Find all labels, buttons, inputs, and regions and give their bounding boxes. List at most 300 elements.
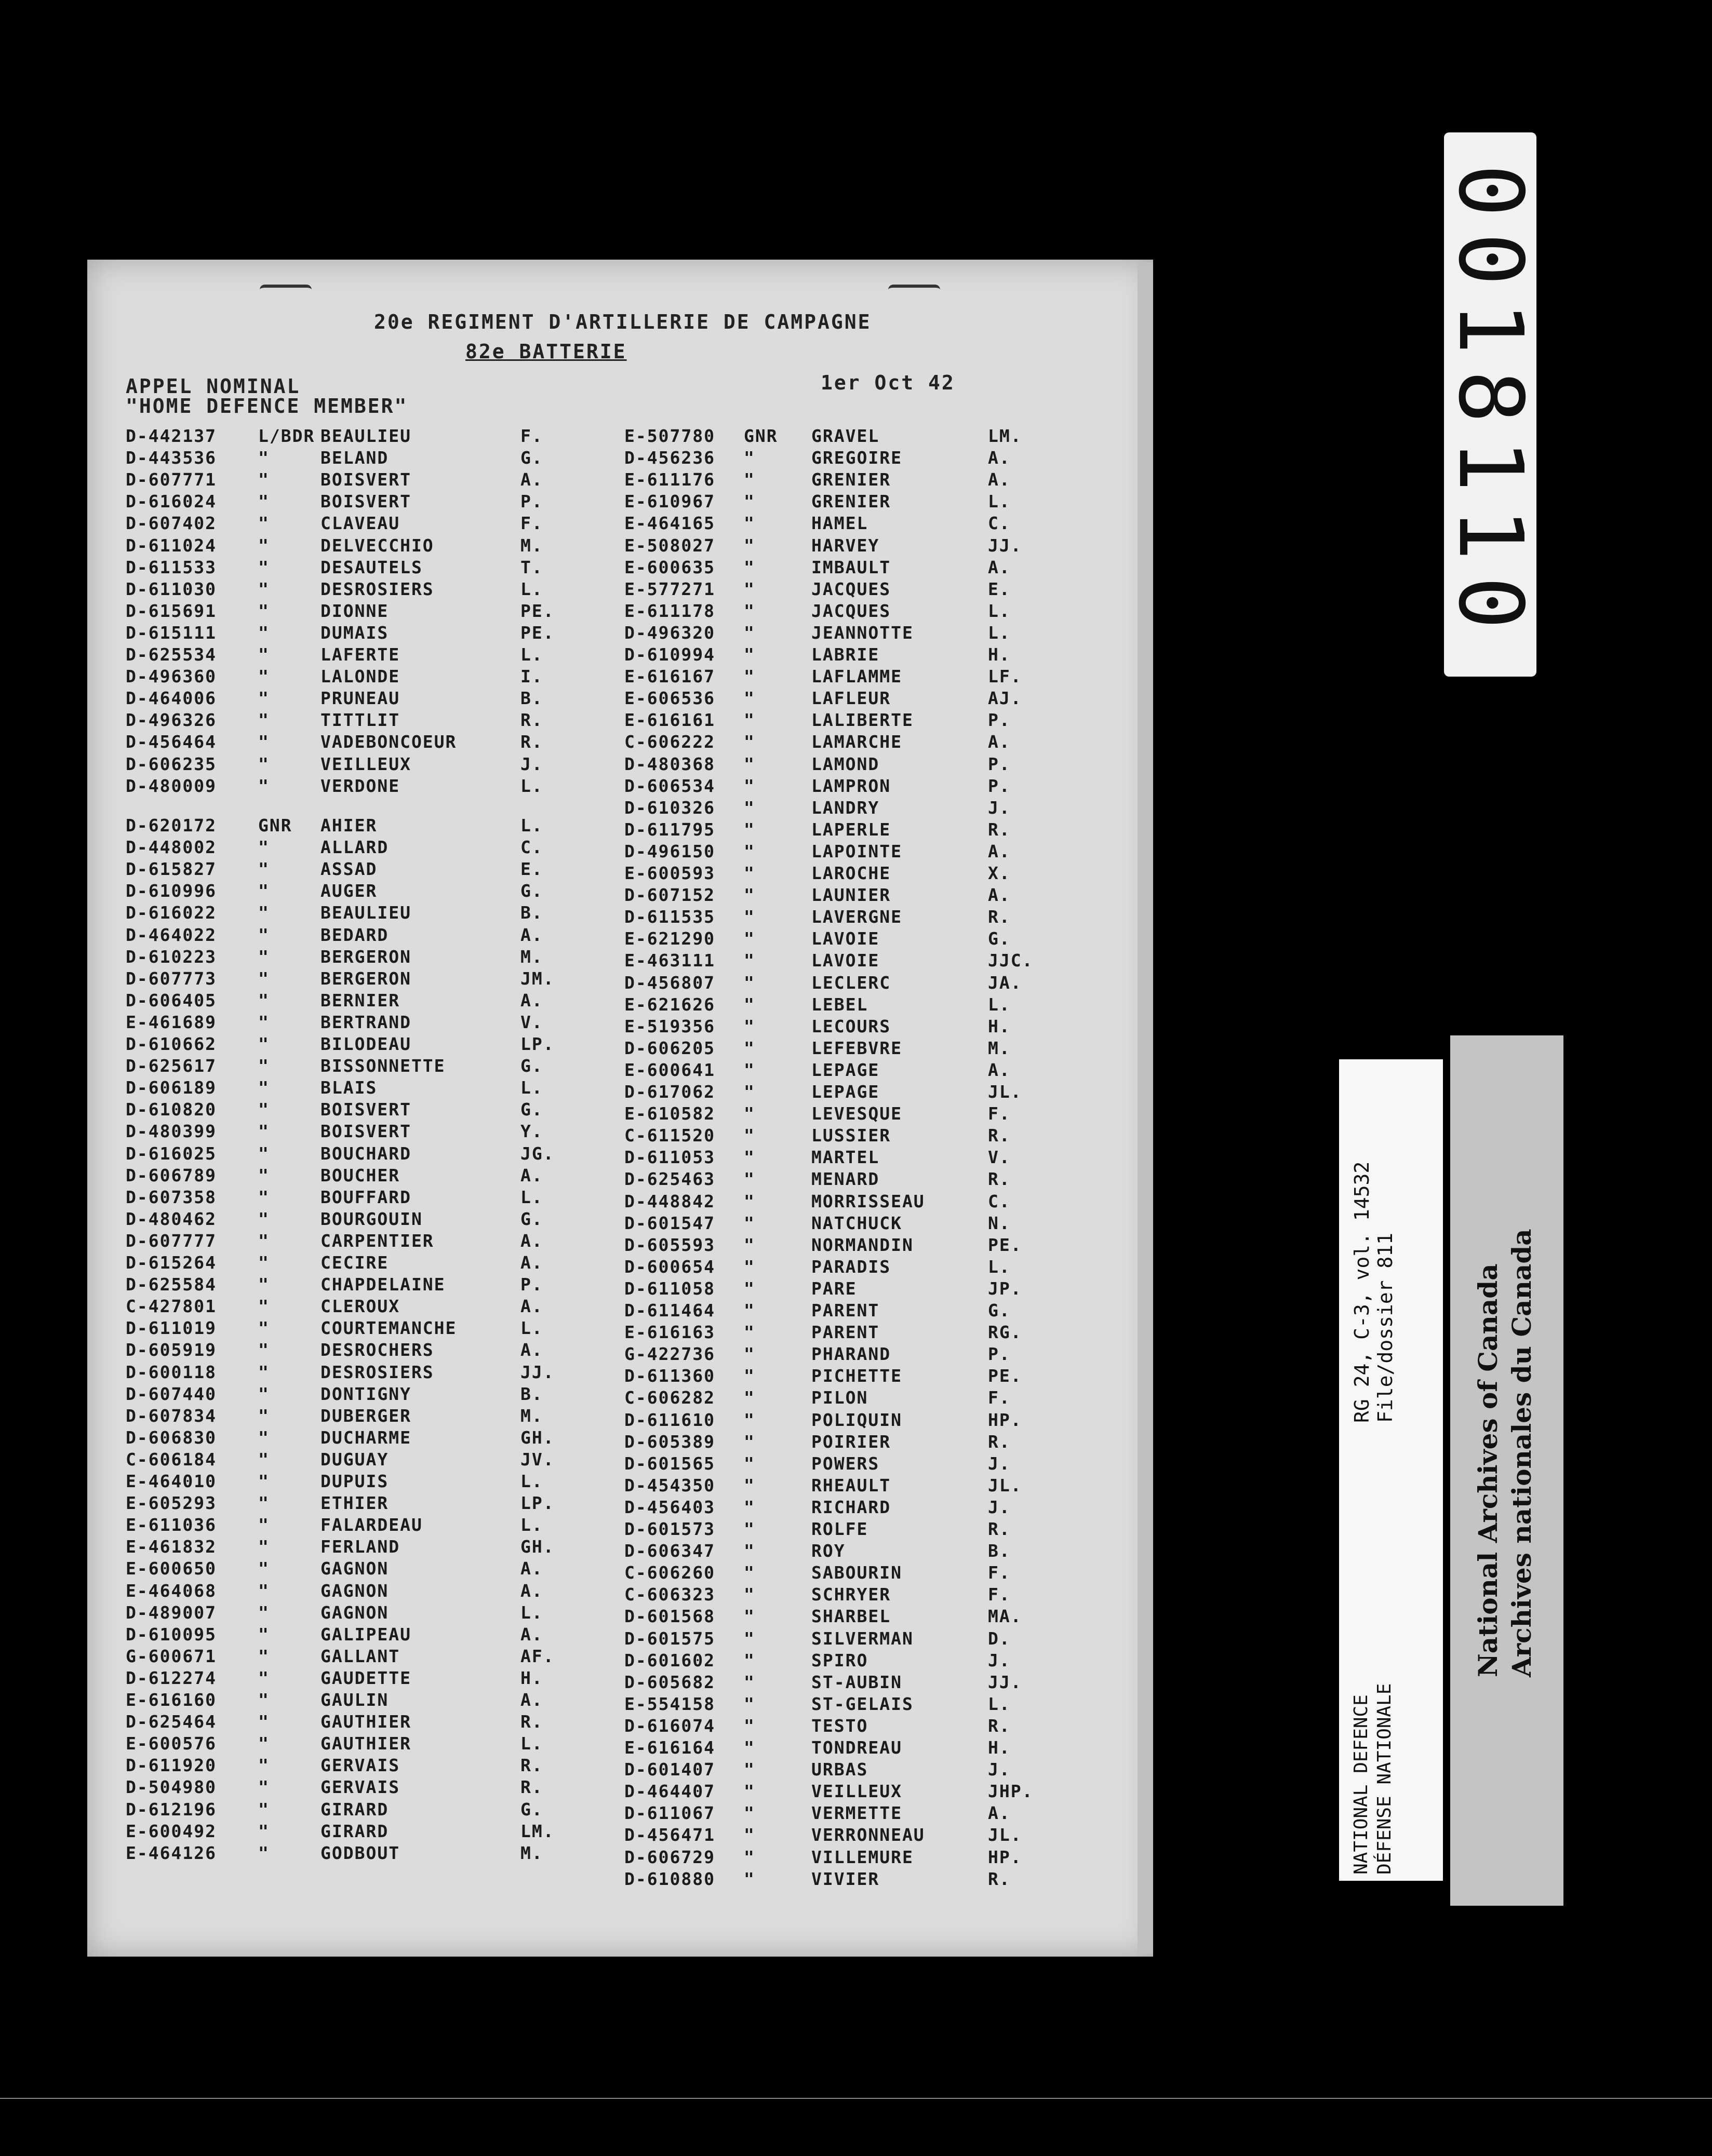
service-number: D-456471 — [624, 1825, 715, 1845]
surname: BOUCHER — [320, 1165, 400, 1185]
surname: BOISVERT — [320, 1099, 411, 1120]
surname: BERGERON — [320, 946, 411, 967]
initials: E. — [520, 859, 543, 880]
surname: GRENIER — [811, 469, 891, 490]
surname: BEAULIEU — [320, 902, 411, 923]
rank: " — [744, 885, 755, 906]
rank: " — [258, 710, 270, 731]
rank: " — [258, 622, 270, 643]
initials: P. — [988, 775, 1011, 796]
service-number: D-448002 — [126, 837, 217, 858]
service-number: D-606789 — [126, 1165, 217, 1185]
service-number: D-611053 — [624, 1147, 715, 1168]
surname: DUBERGER — [320, 1405, 411, 1426]
initials: F. — [988, 1584, 1011, 1605]
initials: PE. — [520, 600, 555, 621]
surname: AHIER — [320, 815, 378, 836]
service-number: D-611024 — [126, 535, 217, 556]
initials: A. — [520, 924, 543, 945]
rank: " — [744, 1868, 755, 1889]
service-number: D-607152 — [624, 885, 715, 906]
surname: NORMANDIN — [811, 1234, 914, 1255]
service-number: D-612274 — [126, 1667, 217, 1688]
initials: R. — [988, 819, 1011, 840]
surname: DESAUTELS — [320, 557, 423, 577]
rank: " — [744, 1562, 755, 1583]
initials: C. — [988, 1191, 1011, 1211]
service-number: G-600671 — [126, 1646, 217, 1666]
initials: F. — [988, 1103, 1011, 1124]
surname: MORRISSEAU — [811, 1191, 925, 1211]
surname: PHARAND — [811, 1344, 891, 1365]
initials: R. — [988, 1868, 1011, 1889]
rank: " — [744, 1366, 755, 1386]
rank: " — [258, 1340, 270, 1360]
surname: PARENT — [811, 1300, 880, 1320]
rank: " — [744, 1650, 755, 1670]
rank: " — [744, 907, 755, 927]
initials: R. — [520, 1755, 543, 1776]
service-number: D-480462 — [126, 1208, 217, 1229]
rank: " — [744, 1628, 755, 1649]
initials: A. — [988, 469, 1011, 490]
surname: FALARDEAU — [320, 1515, 423, 1535]
service-number: D-611535 — [624, 907, 715, 927]
surname: VADEBONCOEUR — [320, 732, 457, 752]
service-number: D-611795 — [624, 819, 715, 840]
initials: L. — [988, 994, 1011, 1015]
initials: J. — [988, 1650, 1011, 1670]
surname: LAUNIER — [811, 885, 891, 906]
reference-line-1: RG 24, C-3, vol. 14532 — [1350, 1161, 1373, 1423]
rank: " — [258, 1558, 270, 1579]
service-number: D-616022 — [126, 902, 217, 923]
surname: VERDONE — [320, 775, 400, 796]
service-number: D-615264 — [126, 1252, 217, 1273]
surname: BOUCHARD — [320, 1143, 411, 1164]
surname: JACQUES — [811, 600, 891, 621]
rank: " — [258, 1690, 270, 1710]
surname: GIRARD — [320, 1799, 389, 1820]
rank: " — [258, 578, 270, 599]
initials: LM. — [988, 426, 1022, 446]
service-number: D-615827 — [126, 859, 217, 880]
initials: L. — [520, 578, 543, 599]
initials: B. — [988, 1541, 1011, 1561]
surname: FERLAND — [320, 1537, 400, 1557]
initials: A. — [520, 1580, 543, 1601]
surname: DUPUIS — [320, 1471, 389, 1491]
service-number: E-616160 — [126, 1690, 217, 1710]
rank: " — [258, 753, 270, 774]
rank: " — [744, 535, 755, 556]
initials: JV. — [520, 1449, 555, 1470]
initials: R. — [520, 1777, 543, 1798]
surname: VEILLEUX — [320, 753, 411, 774]
rank: " — [258, 1493, 270, 1514]
service-number: D-480399 — [126, 1121, 217, 1142]
initials: H. — [988, 644, 1011, 665]
rank: " — [744, 1541, 755, 1561]
surname: MARTEL — [811, 1147, 880, 1168]
surname: GRAVEL — [811, 426, 880, 446]
rank: " — [744, 841, 755, 861]
service-number: D-601602 — [624, 1650, 715, 1670]
rank: " — [258, 1799, 270, 1820]
initials: X. — [988, 863, 1011, 883]
service-number: D-606729 — [624, 1847, 715, 1867]
rank: " — [744, 819, 755, 840]
service-number: D-607358 — [126, 1187, 217, 1207]
rank: " — [258, 1208, 270, 1229]
rank: " — [744, 513, 755, 534]
initials: E. — [988, 578, 1011, 599]
rank: " — [258, 1187, 270, 1207]
initials: A. — [988, 885, 1011, 906]
home-defence-heading: "HOME DEFENCE MEMBER" — [126, 395, 408, 417]
rank: " — [744, 775, 755, 796]
initials: JA. — [988, 972, 1022, 993]
rank: " — [744, 1016, 755, 1036]
document-date: 1er Oct 42 — [821, 371, 955, 394]
rank: " — [258, 1537, 270, 1557]
service-number: D-615111 — [126, 622, 217, 643]
service-number: D-496320 — [624, 622, 715, 643]
initials: L. — [988, 600, 1011, 621]
initials: M. — [520, 535, 543, 556]
initials: C. — [988, 513, 1011, 534]
surname: COURTEMANCHE — [320, 1318, 457, 1339]
initials: L. — [988, 1693, 1011, 1714]
service-number: D-625463 — [624, 1169, 715, 1190]
rank: " — [258, 1274, 270, 1295]
service-number: C-606260 — [624, 1562, 715, 1583]
initials: G. — [520, 1099, 543, 1120]
initials: J. — [520, 753, 543, 774]
service-number: D-625464 — [126, 1712, 217, 1732]
service-number: D-605919 — [126, 1340, 217, 1360]
service-number: D-610880 — [624, 1868, 715, 1889]
initials: A. — [520, 1252, 543, 1273]
rank: " — [258, 881, 270, 901]
initials: A. — [988, 1059, 1011, 1080]
rank: " — [744, 1781, 755, 1802]
surname: LAVERGNE — [811, 907, 902, 927]
service-number: D-464006 — [126, 688, 217, 709]
service-number: D-456236 — [624, 448, 715, 468]
surname: URBAS — [811, 1759, 868, 1780]
surname: GAUDETTE — [320, 1667, 411, 1688]
surname: BEAULIEU — [320, 426, 411, 446]
service-number: E-600635 — [624, 557, 715, 577]
rank: " — [744, 644, 755, 665]
initials: A. — [988, 448, 1011, 468]
rank: " — [258, 1121, 270, 1142]
service-number: D-607834 — [126, 1405, 217, 1426]
service-number: D-456403 — [624, 1497, 715, 1517]
surname: IMBAULT — [811, 557, 891, 577]
surname: GERVAIS — [320, 1755, 400, 1776]
initials: P. — [520, 491, 543, 512]
service-number: E-600593 — [624, 863, 715, 883]
initials: JJ. — [520, 1362, 555, 1382]
initials: LM. — [520, 1821, 555, 1841]
surname: DUMAIS — [320, 622, 389, 643]
service-number: D-606534 — [624, 775, 715, 796]
surname: POIRIER — [811, 1431, 891, 1452]
surname: SCHRYER — [811, 1584, 891, 1605]
service-number: D-606235 — [126, 753, 217, 774]
surname: CHAPDELAINE — [320, 1274, 446, 1295]
initials: R. — [988, 1715, 1011, 1736]
service-number: E-600576 — [126, 1733, 217, 1754]
rank: " — [258, 666, 270, 687]
surname: BERTRAND — [320, 1012, 411, 1032]
rank: " — [744, 753, 755, 774]
rank: " — [744, 491, 755, 512]
service-number: D-480368 — [624, 753, 715, 774]
rank: " — [258, 902, 270, 923]
surname: LAFERTE — [320, 644, 400, 665]
service-number: E-616167 — [624, 666, 715, 687]
surname: BERGERON — [320, 968, 411, 989]
surname: AUGER — [320, 881, 378, 901]
rank: " — [744, 1606, 755, 1627]
initials: P. — [988, 1344, 1011, 1365]
surname: BEDARD — [320, 924, 389, 945]
initials: L. — [520, 1471, 543, 1491]
service-number: D-601547 — [624, 1212, 715, 1233]
rank: GNR — [258, 815, 292, 836]
rank: " — [258, 688, 270, 709]
surname: DESROCHERS — [320, 1340, 434, 1360]
service-number: E-616161 — [624, 710, 715, 731]
service-number: E-611176 — [624, 469, 715, 490]
surname: BOURGOUIN — [320, 1208, 423, 1229]
initials: JL. — [988, 1825, 1022, 1845]
service-number: D-443536 — [126, 448, 217, 468]
surname: LABRIE — [811, 644, 880, 665]
rank: " — [258, 1777, 270, 1798]
service-number: E-600492 — [126, 1821, 217, 1841]
rank: " — [744, 448, 755, 468]
initials: A. — [520, 1165, 543, 1185]
surname: POLIQUIN — [811, 1409, 902, 1430]
rank: " — [744, 1825, 755, 1845]
surname: TESTO — [811, 1715, 868, 1736]
rank: " — [744, 1453, 755, 1474]
service-number: E-464068 — [126, 1580, 217, 1601]
service-number: G-422736 — [624, 1344, 715, 1365]
service-number: D-606347 — [624, 1541, 715, 1561]
service-number: E-600650 — [126, 1558, 217, 1579]
surname: VEILLEUX — [811, 1781, 902, 1802]
surname: LAPOINTE — [811, 841, 902, 861]
service-number: D-456464 — [126, 732, 217, 752]
service-number: C-606222 — [624, 732, 715, 752]
surname: CARPENTIER — [320, 1230, 434, 1251]
rank: " — [744, 732, 755, 752]
surname: PILON — [811, 1387, 868, 1408]
clip-mark-right — [888, 285, 940, 295]
rank: " — [258, 491, 270, 512]
surname: CECIRE — [320, 1252, 389, 1273]
initials: F. — [520, 426, 543, 446]
rank: " — [258, 600, 270, 621]
rank: " — [258, 1733, 270, 1754]
service-number: D-464022 — [126, 924, 217, 945]
surname: LAMOND — [811, 753, 880, 774]
surname: LAVOIE — [811, 950, 880, 971]
initials: R. — [988, 1169, 1011, 1190]
surname: LECOURS — [811, 1016, 891, 1036]
rank: " — [258, 1515, 270, 1535]
surname: MENARD — [811, 1169, 880, 1190]
initials: H. — [988, 1737, 1011, 1758]
initials: B. — [520, 688, 543, 709]
service-number: D-442137 — [126, 426, 217, 446]
rank: " — [258, 1165, 270, 1185]
service-number: D-601573 — [624, 1519, 715, 1539]
surname: ST-GELAIS — [811, 1693, 914, 1714]
rank: " — [258, 924, 270, 945]
initials: P. — [520, 1274, 543, 1295]
surname: LAMARCHE — [811, 732, 902, 752]
service-number: D-601407 — [624, 1759, 715, 1780]
service-number: E-519356 — [624, 1016, 715, 1036]
service-number: D-601565 — [624, 1453, 715, 1474]
initials: M. — [988, 1037, 1011, 1058]
service-number: D-616024 — [126, 491, 217, 512]
initials: B. — [520, 902, 543, 923]
rank: " — [258, 1383, 270, 1404]
surname: DELVECCHIO — [320, 535, 434, 556]
surname: HARVEY — [811, 535, 880, 556]
rank: " — [744, 1693, 755, 1714]
service-number: E-463111 — [624, 950, 715, 971]
service-number: E-606536 — [624, 688, 715, 709]
surname: LEBEL — [811, 994, 868, 1015]
rank: " — [258, 1842, 270, 1863]
service-number: D-605389 — [624, 1431, 715, 1452]
surname: BELAND — [320, 448, 389, 468]
initials: HP. — [988, 1409, 1022, 1430]
surname: GAULIN — [320, 1690, 389, 1710]
surname: NATCHUCK — [811, 1212, 902, 1233]
rank: " — [258, 946, 270, 967]
initials: N. — [988, 1212, 1011, 1233]
initials: V. — [988, 1147, 1011, 1168]
initials: H. — [520, 1667, 543, 1688]
rank: " — [744, 1037, 755, 1058]
initials: I. — [520, 666, 543, 687]
rank: " — [744, 1059, 755, 1080]
rank: " — [744, 1803, 755, 1824]
service-number: D-607777 — [126, 1230, 217, 1251]
service-number: D-605593 — [624, 1234, 715, 1255]
rank: " — [258, 775, 270, 796]
rank: " — [258, 1667, 270, 1688]
surname: LAMPRON — [811, 775, 891, 796]
rank: " — [258, 1449, 270, 1470]
initials: L. — [988, 622, 1011, 643]
stamp-number: 0018110 — [1439, 164, 1542, 645]
initials: R. — [520, 1712, 543, 1732]
rank: " — [258, 1580, 270, 1601]
rank: " — [744, 469, 755, 490]
service-number: D-611464 — [624, 1300, 715, 1320]
rank: " — [744, 1431, 755, 1452]
surname: VILLEMURE — [811, 1847, 914, 1867]
initials: J. — [988, 1453, 1011, 1474]
surname: SABOURIN — [811, 1562, 902, 1583]
surname: LALONDE — [320, 666, 400, 687]
service-number: E-610582 — [624, 1103, 715, 1124]
surname: VERRONNEAU — [811, 1825, 925, 1845]
initials: A. — [988, 732, 1011, 752]
service-number: D-611360 — [624, 1366, 715, 1386]
initials: JM. — [520, 968, 555, 989]
initials: LP. — [520, 1493, 555, 1514]
service-number: D-600118 — [126, 1362, 217, 1382]
surname: LAROCHE — [811, 863, 891, 883]
surname: ASSAD — [320, 859, 378, 880]
rank: " — [258, 1012, 270, 1032]
rank: " — [744, 1759, 755, 1780]
rank: " — [258, 732, 270, 752]
service-number: D-606830 — [126, 1427, 217, 1448]
rank: " — [744, 1234, 755, 1255]
rank: " — [744, 1256, 755, 1277]
rank: " — [744, 1519, 755, 1539]
initials: R. — [988, 1431, 1011, 1452]
rank: " — [744, 1278, 755, 1299]
initials: A. — [988, 1803, 1011, 1824]
initials: JJ. — [988, 535, 1022, 556]
initials: F. — [520, 513, 543, 534]
rank: " — [258, 1362, 270, 1382]
surname: PRUNEAU — [320, 688, 400, 709]
initials: JP. — [988, 1278, 1022, 1299]
roll-call-heading: APPEL NOMINAL — [126, 375, 301, 398]
service-number: D-612196 — [126, 1799, 217, 1820]
service-number: E-461689 — [126, 1012, 217, 1032]
service-number: E-621626 — [624, 994, 715, 1015]
initials: LP. — [520, 1034, 555, 1054]
surname: ST-AUBIN — [811, 1672, 902, 1692]
service-number: D-611610 — [624, 1409, 715, 1430]
initials: G. — [520, 881, 543, 901]
service-number: D-601575 — [624, 1628, 715, 1649]
rank: " — [258, 469, 270, 490]
reference-line-2: File/dossier 811 — [1374, 1232, 1397, 1423]
rank: " — [744, 1322, 755, 1343]
service-number: D-607402 — [126, 513, 217, 534]
initials: JHP. — [988, 1781, 1034, 1802]
rank: " — [744, 1147, 755, 1168]
service-number: D-610662 — [126, 1034, 217, 1054]
rank: " — [744, 578, 755, 599]
service-number: D-606405 — [126, 990, 217, 1010]
rank: " — [258, 1034, 270, 1054]
initials: P. — [988, 710, 1011, 731]
initials: P. — [988, 753, 1011, 774]
rank: " — [744, 1082, 755, 1102]
initials: D. — [988, 1628, 1011, 1649]
service-number: D-617062 — [624, 1082, 715, 1102]
surname: GALIPEAU — [320, 1624, 411, 1645]
service-number: D-489007 — [126, 1602, 217, 1623]
